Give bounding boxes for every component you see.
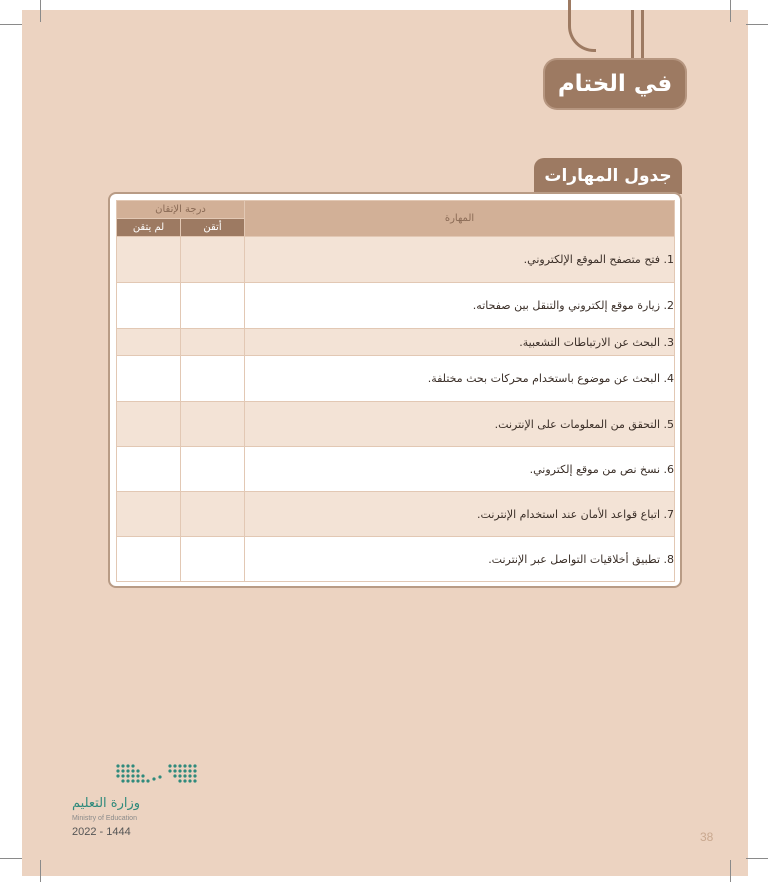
not-mastered-checkbox-cell[interactable] [117,447,181,492]
mastered-column-header: أتقن [181,219,245,237]
hanger-line [631,10,634,62]
not-mastered-checkbox-cell[interactable] [117,402,181,447]
not-mastered-checkbox-cell[interactable] [117,537,181,582]
crop-mark [0,858,22,859]
skills-table-frame [108,192,682,588]
edition-year: 2022 - 1444 [72,826,131,838]
mastered-checkbox-cell[interactable] [181,447,245,492]
section-title-tab [534,158,682,194]
skill-cell: 7. اتباع قواعد الأمان عند استخدام الإنترنت. [245,492,675,537]
not-mastered-checkbox-cell[interactable] [117,237,181,283]
mastered-checkbox-cell[interactable] [181,492,245,537]
crop-mark [730,860,731,882]
mastered-checkbox-cell[interactable] [181,329,245,356]
table-row [117,537,675,582]
skill-cell: 5. التحقق من المعلومات على الإنترنت. [245,402,675,447]
not-mastered-checkbox-cell[interactable] [117,356,181,402]
ministry-logo [72,762,212,842]
not-mastered-column-header: لم يتقن [117,219,181,237]
skill-cell: 4. البحث عن موضوع باستخدام محركات بحث مختلفة. [245,356,675,402]
not-mastered-checkbox-cell[interactable] [117,329,181,356]
mastered-checkbox-cell[interactable] [181,283,245,329]
table-row [117,447,675,492]
crop-mark [730,0,731,22]
table-row [117,283,675,329]
section-title: جدول المهارات [544,166,672,186]
ministry-name-arabic: وزارة التعليم [72,796,141,811]
mastered-checkbox-cell[interactable] [181,537,245,582]
crop-mark [40,860,41,882]
page-number: 38 [700,830,714,844]
crop-mark [0,24,22,25]
chapter-title-badge [545,60,685,108]
table-row [117,356,675,402]
mastery-column-header: درجة الإتقان [117,201,245,219]
chapter-title: في الختام [557,71,673,97]
table-row [117,237,675,283]
ministry-logo-dots-icon [114,762,198,788]
hanger-line [641,10,644,62]
ministry-name-english: Ministry of Education [72,815,137,822]
crop-mark [746,24,768,25]
skill-cell: 2. زيارة موقع إلكتروني والتنقل بين صفحاته. [245,283,675,329]
skill-column-header: المهارة [245,201,675,237]
not-mastered-checkbox-cell[interactable] [117,283,181,329]
table-row [117,402,675,447]
mastered-checkbox-cell[interactable] [181,402,245,447]
skill-cell: 6. نسخ نص من موقع إلكتروني. [245,447,675,492]
skill-cell: 8. تطبيق أخلاقيات التواصل عبر الإنترنت. [245,537,675,582]
mastered-checkbox-cell[interactable] [181,356,245,402]
not-mastered-checkbox-cell[interactable] [117,492,181,537]
skill-cell: 1. فتح متصفح الموقع الإلكتروني. [245,237,675,283]
mastered-checkbox-cell[interactable] [181,237,245,283]
crop-mark [40,0,41,22]
table-row [117,492,675,537]
table-row [117,329,675,356]
skills-table [116,200,675,582]
crop-mark [746,858,768,859]
skill-cell: 3. البحث عن الارتباطات التشعبية. [245,329,675,356]
